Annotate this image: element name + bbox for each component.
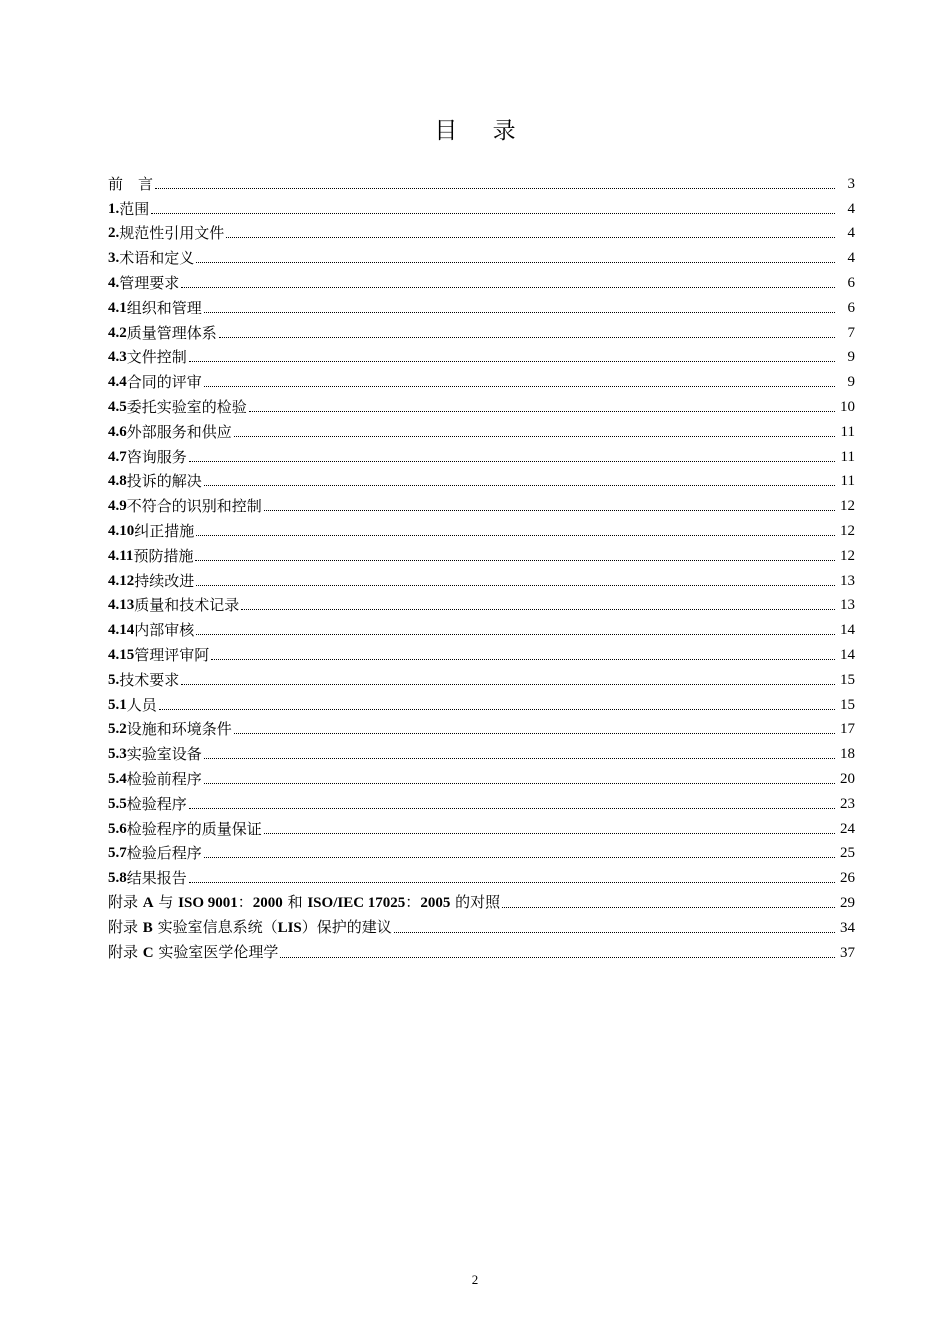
toc-entry-page: 7 — [847, 324, 855, 341]
toc-entry-number: 4.12 — [108, 572, 135, 589]
toc-entry-page: 15 — [840, 696, 855, 713]
toc-entry-page: 12 — [840, 522, 855, 539]
toc-entry-title: 质量管理体系 — [126, 323, 217, 342]
toc-entry[interactable] — [108, 763, 855, 788]
toc-dot-leader — [219, 337, 835, 338]
toc-entry-page: 6 — [847, 299, 855, 316]
toc-entry-number: 4.15 — [108, 646, 135, 663]
toc-dot-leader — [195, 560, 835, 561]
toc-entry-title: 规范性引用文件 — [119, 224, 225, 243]
toc-entry[interactable] — [108, 862, 855, 887]
toc-entry-title: 文件控制 — [126, 348, 187, 367]
toc-entry-number: 4.2 — [108, 324, 127, 341]
toc-entry-number: 4.14 — [108, 622, 135, 639]
toc-dot-leader — [181, 684, 835, 685]
toc-dot-leader — [280, 957, 835, 958]
toc-entry-number: 4.8 — [108, 473, 127, 490]
toc-dot-leader — [241, 609, 835, 610]
toc-dot-leader — [394, 932, 835, 933]
toc-entry-title: 预防措施 — [133, 546, 194, 565]
toc-entry-number: 2. — [108, 225, 120, 242]
toc-entry-title: 不符合的识别和控制 — [126, 497, 262, 516]
toc-entry-page: 3 — [847, 175, 855, 192]
toc-entry[interactable] — [108, 292, 855, 317]
toc-entry[interactable] — [108, 218, 855, 243]
toc-dot-leader — [264, 510, 835, 511]
toc-entry-page: 29 — [840, 894, 855, 911]
toc-entry-number: 4.11 — [108, 547, 134, 564]
toc-entry-title: 质量和技术记录 — [134, 596, 240, 615]
toc-entry-number: 4.10 — [108, 522, 135, 539]
toc-dot-leader — [249, 411, 835, 412]
toc-entry-page: 11 — [840, 473, 855, 490]
toc-entry-page: 17 — [840, 721, 855, 738]
toc-entry-page: 4 — [847, 200, 855, 217]
toc-entry-page: 12 — [840, 498, 855, 515]
toc-dot-leader — [204, 758, 835, 759]
page-number: 2 — [471, 1272, 479, 1287]
toc-entry-page: 24 — [840, 820, 855, 837]
toc-entry[interactable] — [108, 317, 855, 342]
toc-entry[interactable] — [108, 912, 855, 937]
toc-dot-leader — [181, 287, 835, 288]
toc-entry-page: 20 — [840, 770, 855, 787]
toc-entry[interactable] — [108, 466, 855, 491]
toc-entry-title: 检验后程序 — [126, 844, 202, 863]
toc-entry-title: 结果报告 — [126, 869, 187, 888]
toc-entry-title: 检验程序 — [126, 794, 187, 813]
toc-entry[interactable] — [108, 490, 855, 515]
toc-entry-title: 管理要求 — [119, 273, 180, 292]
toc-entry-number: 4.6 — [108, 423, 127, 440]
toc-entry-title: 投诉的解决 — [126, 472, 202, 491]
toc-entry-number: 5.4 — [108, 770, 127, 787]
toc-entry[interactable] — [108, 540, 855, 565]
toc-entry-number: 4.5 — [108, 398, 127, 415]
toc-dot-leader — [204, 386, 835, 387]
toc-entry-title: 人员 — [126, 695, 157, 714]
toc-entry-number: 4.3 — [108, 349, 127, 366]
page-title: 目 录 — [434, 118, 530, 144]
toc-dot-leader — [159, 709, 835, 710]
toc-entry-page: 18 — [840, 746, 855, 763]
toc-entry[interactable] — [108, 267, 855, 292]
toc-entry[interactable] — [108, 242, 855, 267]
toc-entry[interactable] — [108, 738, 855, 763]
toc-entry-title: 附录 B 实验室信息系统（LIS）保护的建议 — [108, 917, 392, 936]
toc-entry[interactable] — [108, 515, 855, 540]
toc-entry-title: 合同的评审 — [126, 373, 202, 392]
toc-entry-title: 外部服务和供应 — [126, 422, 232, 441]
toc-entry-page: 26 — [840, 870, 855, 887]
toc-entry[interactable] — [108, 664, 855, 689]
toc-dot-leader — [151, 213, 835, 214]
toc-entry-title: 设施和环境条件 — [126, 720, 232, 739]
toc-entry-page: 34 — [840, 919, 855, 936]
toc-entry-title: 持续改进 — [134, 571, 195, 590]
toc-entry-title: 纠正措施 — [134, 521, 195, 540]
toc-entry[interactable] — [108, 813, 855, 838]
toc-dot-leader — [204, 485, 835, 486]
toc-entry-number: 4.7 — [108, 448, 127, 465]
toc-entry-number: 4.9 — [108, 498, 127, 515]
toc-entry-number: 5.5 — [108, 795, 127, 812]
toc-dot-leader — [196, 585, 835, 586]
toc-entry-page: 9 — [847, 374, 855, 391]
toc-entry-number: 5.2 — [108, 721, 127, 738]
toc-entry-page: 9 — [847, 349, 855, 366]
toc-entry[interactable] — [108, 788, 855, 813]
toc-entry-number: 1. — [108, 200, 120, 217]
toc-entry-number: 3. — [108, 250, 120, 267]
toc-entry[interactable] — [108, 342, 855, 367]
toc-dot-leader — [189, 808, 835, 809]
toc-entry-title: 技术要求 — [119, 670, 180, 689]
toc-entry-number: 4.1 — [108, 299, 127, 316]
toc-entry-title: 附录 C 实验室医学伦理学 — [108, 942, 279, 961]
toc-entry-page: 4 — [847, 250, 855, 267]
toc-entry-page: 10 — [840, 398, 855, 415]
toc-entry[interactable] — [108, 887, 855, 912]
toc-dot-leader — [234, 436, 835, 437]
toc-entry-number: 5.1 — [108, 696, 127, 713]
toc-dot-leader — [189, 882, 835, 883]
toc-dot-leader — [196, 262, 835, 263]
toc-dot-leader — [234, 733, 835, 734]
toc-dot-leader — [196, 535, 835, 536]
toc-dot-leader — [502, 907, 835, 908]
table-of-contents — [108, 168, 855, 962]
toc-dot-leader — [196, 634, 835, 635]
toc-entry-title: 内部审核 — [134, 621, 195, 640]
toc-entry[interactable] — [108, 714, 855, 739]
toc-entry-page: 23 — [840, 795, 855, 812]
toc-entry[interactable] — [108, 838, 855, 863]
toc-entry-title: 管理评审阿 — [134, 645, 210, 664]
toc-dot-leader — [211, 659, 835, 660]
toc-dot-leader — [189, 461, 835, 462]
toc-dot-leader — [189, 361, 835, 362]
toc-entry-number: 5.6 — [108, 820, 127, 837]
toc-entry[interactable] — [108, 590, 855, 615]
toc-entry-title: 检验程序的质量保证 — [126, 819, 262, 838]
toc-entry-number: 4. — [108, 274, 120, 291]
toc-entry[interactable] — [108, 366, 855, 391]
toc-entry[interactable] — [108, 937, 855, 962]
toc-entry-number: 4.13 — [108, 597, 135, 614]
toc-entry-page: 15 — [840, 671, 855, 688]
toc-entry[interactable] — [108, 416, 855, 441]
toc-entry-page: 6 — [847, 274, 855, 291]
toc-entry-page: 13 — [840, 572, 855, 589]
toc-entry-number: 5.7 — [108, 845, 127, 862]
toc-entry-title: 检验前程序 — [126, 769, 202, 788]
toc-entry-title: 组织和管理 — [126, 298, 202, 317]
toc-entry-page: 14 — [840, 646, 855, 663]
toc-entry[interactable] — [108, 689, 855, 714]
toc-entry-page: 12 — [840, 547, 855, 564]
toc-dot-leader — [204, 783, 835, 784]
toc-entry-title: 术语和定义 — [119, 249, 195, 268]
toc-entry[interactable] — [108, 614, 855, 639]
toc-entry[interactable] — [108, 168, 855, 193]
toc-entry[interactable] — [108, 193, 855, 218]
toc-entry-title: 前 言 — [108, 174, 154, 193]
toc-entry-title: 范围 — [119, 199, 150, 218]
toc-entry[interactable] — [108, 391, 855, 416]
toc-entry-title: 咨询服务 — [126, 447, 187, 466]
toc-entry-number: 5.3 — [108, 746, 127, 763]
toc-entry[interactable] — [108, 441, 855, 466]
toc-entry-title: 附录 A 与 ISO 9001：2000 和 ISO/IEC 17025：2005 的对照 — [108, 892, 501, 911]
toc-entry-number: 5. — [108, 671, 120, 688]
toc-dot-leader — [155, 188, 835, 189]
toc-entry-page: 4 — [847, 225, 855, 242]
toc-entry-number: 4.4 — [108, 374, 127, 391]
toc-entry-number: 5.8 — [108, 870, 127, 887]
toc-dot-leader — [204, 312, 835, 313]
toc-dot-leader — [264, 833, 835, 834]
toc-entry-page: 11 — [840, 423, 855, 440]
toc-entry[interactable] — [108, 639, 855, 664]
toc-dot-leader — [226, 237, 835, 238]
toc-entry[interactable] — [108, 565, 855, 590]
toc-entry-page: 13 — [840, 597, 855, 614]
toc-dot-leader — [204, 857, 835, 858]
toc-entry-page: 25 — [840, 845, 855, 862]
toc-entry-page: 37 — [840, 944, 855, 961]
toc-entry-page: 14 — [840, 622, 855, 639]
toc-entry-title: 委托实验室的检验 — [126, 397, 247, 416]
toc-entry-title: 实验室设备 — [126, 745, 202, 764]
toc-entry-page: 11 — [840, 448, 855, 465]
